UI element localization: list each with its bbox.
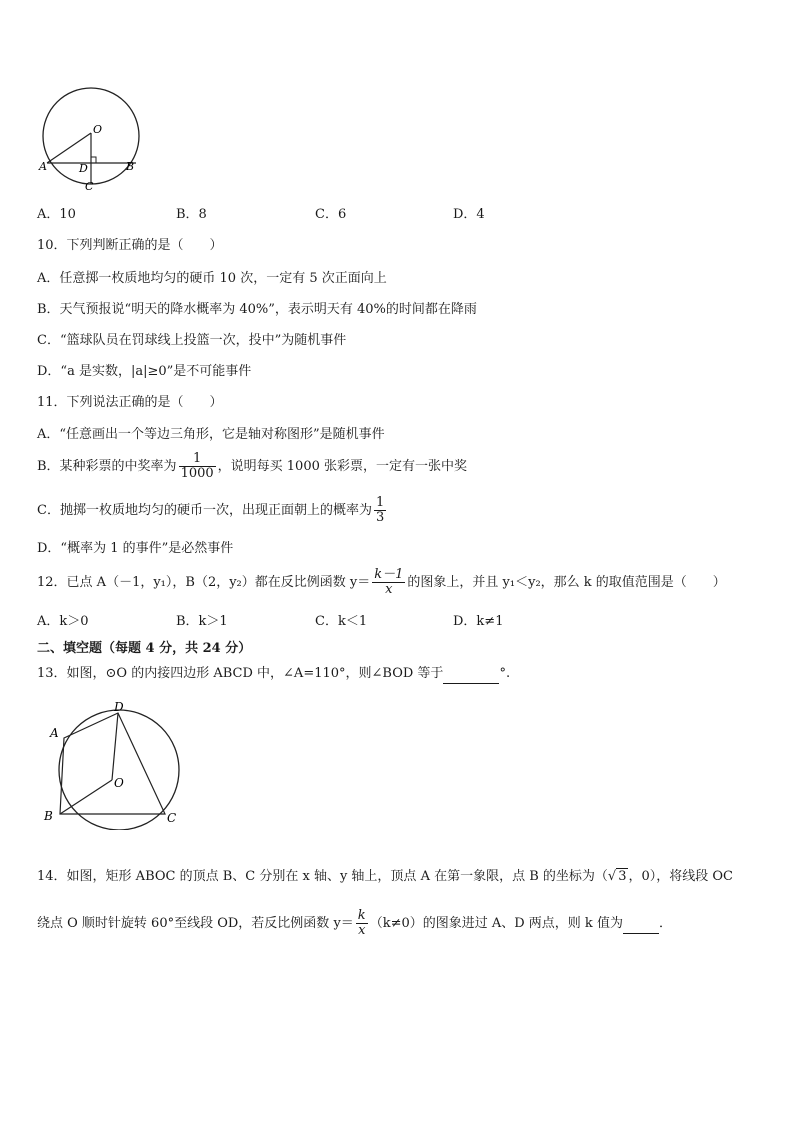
q14-line-2 [37,909,672,938]
circle-outline [59,710,179,830]
fraction-denominator: x [385,582,393,597]
q14-line-2-post: ． [658,916,672,931]
q14-line-1-post: ，0），将线段 OC [628,869,733,884]
q12-stem-post: 的图象上，并且 y₁＜y₂，那么 k 的取值范围是（ ） [407,575,726,590]
q13-tail: °. [499,666,511,681]
fraction-denominator: x [358,923,366,938]
answer-blank [443,665,499,684]
fraction-k-over-x [356,909,368,938]
fraction-numerator: k [357,908,366,923]
q11-stem: 11．下列说法正确的是（ ） [37,395,223,410]
q14-line-2-mid: （k≠0）的图象进过 A、D 两点，则 k 值为 [369,916,623,931]
q11-option-b-post: ，说明每买 1000 张彩票，一定有一张中奖 [217,459,468,474]
q10-option-a: A．任意掷一枚质地均匀的硬币 10 次，一定有 5 次正面向上 [37,271,387,286]
q10-option-c: C．“篮球队员在罚球线上投篮一次，投中”为随机事件 [37,333,347,348]
q12-option-c: C．k＜1 [315,614,368,629]
label-c: C [167,811,177,825]
q9-option-a: A．10 [37,207,76,222]
circle-figure-1 [37,86,147,196]
q13-stem [37,665,510,684]
segment-ob [60,780,112,814]
q12-option-b: B．k＞1 [176,614,228,629]
q10-option-b: B．天气预报说“明天的降水概率为 40%”，表示明天有 40%的时间都在降雨 [37,302,477,317]
q12-option-a: A．k＞0 [37,614,89,629]
q13-text: 13．如图，⊙O 的内接四边形 ABCD 中，∠A=110°，则∠BOD 等于 [37,666,444,681]
q11-option-c-pre: C．抛掷一枚质地均匀的硬币一次，出现正面朝上的概率为 [37,503,372,518]
q10-option-d: D．“a 是实数，|a|≥0”是不可能事件 [37,364,252,379]
answer-blank [623,915,659,934]
segment-od [112,713,118,780]
fraction-numerator: 1 [179,452,216,467]
q11-option-b [37,452,467,481]
label-a: A [50,726,59,740]
fraction-denominator: 3 [375,510,385,525]
label-o: O [114,776,124,790]
q11-option-c [37,496,388,525]
q14-line-2-pre: 绕点 O 顺时针旋转 60°至线段 OD，若反比例函数 y＝ [37,916,354,931]
q11-option-a: A．“任意画出一个等边三角形，它是轴对称图形”是随机事件 [37,427,385,442]
q12-stem [37,568,726,597]
fraction-numerator: 1 [375,495,385,510]
label-d: D [114,700,124,714]
label-c: C [85,180,94,193]
label-b: B [44,809,53,823]
label-o: O [93,123,103,136]
sqrt-3: √ 3 [607,869,627,884]
q10-stem: 10．下列判断正确的是（ ） [37,238,223,253]
fraction-1-3 [374,496,386,525]
q11-option-d: D．“概率为 1 的事件”是必然事件 [37,541,234,556]
q9-option-b: B．8 [176,207,207,222]
q9-option-c: C．6 [315,207,347,222]
section-heading-fill-in: 二、填空题（每题 4 分，共 24 分） [37,641,252,656]
sqrt-radicand: 3 [618,869,627,884]
q14-line-1-pre: 14．如图，矩形 ABOC 的顶点 B、C 分别在 x 轴、y 轴上，顶点 A 在第一象限，点 B 的坐标为（ [37,869,608,884]
fraction-1-1000 [179,452,216,481]
radius-oa [47,133,91,163]
label-a: A [39,160,47,173]
fraction-k-minus-1-over-x [372,568,405,597]
q14-line-1 [37,868,733,886]
fraction-numerator: k－1 [374,567,404,582]
label-b: B [126,160,135,173]
circle-figure-2 [40,700,190,830]
q11-option-b-pre: B．某种彩票的中奖率为 [37,459,177,474]
q12-option-d: D．k≠1 [453,614,504,629]
label-d: D [79,162,88,175]
q12-stem-pre: 12．已点 A（－1，y₁），B（2，y₂）都在反比例函数 y＝ [37,575,371,590]
fraction-denominator: 1000 [180,466,214,481]
right-angle-mark [91,157,96,163]
q9-option-d: D．4 [453,207,485,222]
